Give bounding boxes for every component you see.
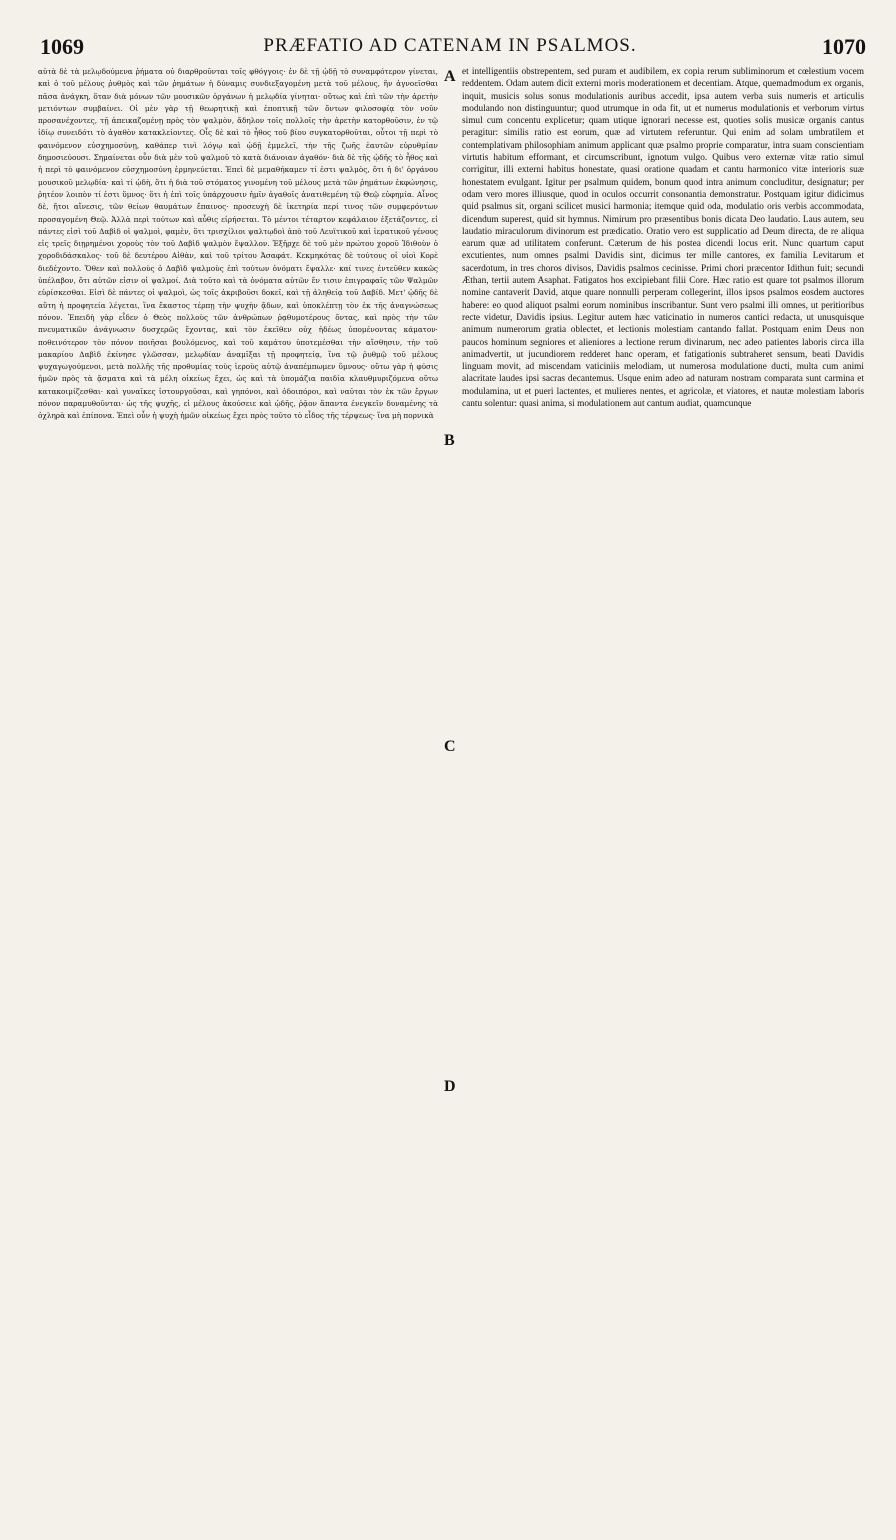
margin-marker-d: D — [444, 1078, 456, 1095]
running-header — [34, 34, 866, 64]
page-number-left: 1069 — [40, 34, 84, 59]
page-number-right: 1070 — [822, 34, 866, 59]
running-title: PRÆFATIO AD CATENAM IN PSALMOS. — [263, 35, 637, 56]
latin-text: et intelligentiis obstrepentem, sed puram et audibilem, ex copia rerum subliminorum et cœlestium vocem reddentem. Odam autem dicit externi moris moderationem et decentiam. Atque, quemadmodum ex organis, inquit, musicis solus sonus modulationis auribus accedit, ipsa autem verba suis numeris et articulis modulando non distinguuntur; quod utrumque in oda fit, ut et numerus modulationis et verborum virtus simul cum concentu explicetur; quam utique ignorari necesse est, quoties solis musicæ organis cantus peragitur: similis ratio est eorum, quæ ad virtutem referuntur. Qui enim ad solam umbratilem et contemplativam philosophiam animum applicant quæ psalmo proprie comparatur, intra suam conscientiam virtutis habitum efformant, et circumscribunt, ignotum vulgo. Quibus vero externæ vitæ ratio simul corrigitur, illi externi habitus honestate, quasi oratione quadam et cantu harmonico vitæ interioris suæ honestatem evulgant. Igitur per psalmum quidem, bonum quod intra animum concluditur, designatur; per odam vero mores illiusque, quod in oculos occurrit consonantia demonstratur. Postquam igitur didicimus quid psalmus sit, organi scilicet musici harmonia; itemque quid oda, modulatio oris verbis accommodata, dicendum superest, quid sit hymnus. Nimirum pro præsentibus bonis dicata Deo laudatio. Laus autem, seu laudatio miraculorum divinorum est prædicatio. Oratio vero est supplicatio ad Deum directa, de re aliqua earum quæ ad utilitatem conferunt. Cæterum de his postea dicendi locus erit. Nunc quartum caput excutientes, num omnes psalmi Davidis sint, dicimus ter mille cantores, ex familia Levitarum et sacerdotum, in tres choros divisos, Davidis psalmos cecinisse. Primi chori præcentor Idithun fuit; secundi Æthan, tertii autem Asaphat. Fatigatos hos excipiebant filii Core. Hæc ratio est quare tot psalmos illorum nomine cantaverit David, atque quare nonnulli perperam collegerint, illos ipsos psalmos eosdem auctores habere: eo quod aliquot psalmi eorum nominibus inscribantur. Sunt vero psalmi illi omnes, ut peritioribus recte videtur, Davidis ipsius. Legitur autem hæc vaticinatio in numeros cantici redacta, ut unusquisque animum numerorum gratia oblectet, et lectionis molestiam cantando fallat. Postquam enim Deus non paucos hominum segniores et alieniores a lectione rerum divinarum, nec adeo patientes laboris circa illa animadvertit, ut jucundiorem redderet hanc operam, et fatigationis subtraheret sensum, beati Davidis linguam movit, ad miscendam vaticiniis melodiam, ut numerosa modulatione ducti, multa cum animi alacritate laudes ipsi sacras decantemus. Usque enim adeo ad naturam nostram comparata sunt carmina et modulamina, ut et pueri lactentes, et mulieres nentes, et agricolæ, et viatores, et nautæ molestiam laboris cantu solentur: quasi anima, si modulationem aut cantum audiat, quamcunque — [462, 67, 864, 410]
margin-marker-a: A — [444, 68, 456, 85]
margin-marker-b: B — [444, 432, 455, 449]
greek-column — [38, 66, 438, 1540]
latin-column — [462, 66, 864, 1540]
greek-text: αὐτὰ δὲ τὰ μελῳδούμενα ῥήματα οὐ διαρθροῦνται τοῖς φθόγγοις· ἐν δὲ τῇ ᾠδῇ τὸ συναμφότερον γίνεται, καὶ ὁ τοῦ μέλους ῥυθμὸς καὶ τῶν ῥημάτων ἡ δύναμις συνδιεξαγομένη μετὰ τοῦ μέλους, ἣν ἀγνοεῖσθαι πᾶσα ἀνάγκη, ὅταν διὰ μόνων τῶν μουσικῶν ὀργάνων ἡ μελῳδία γίνηται· οὕτως καὶ ἐπὶ τῶν τὴν ἀρετὴν μετιόντων συμβαίνει. Οἱ μὲν γὰρ τῇ θεωρητικῇ καὶ ἐποπτικῇ τῶν ὄντων φιλοσοφίᾳ τὸν νοῦν προσανέχοντες, τῇ ἀπεικαζομένῃ πρὸς τὸν ψαλμὸν, ἄδηλον τοῖς πολλοῖς τὴν ἀρετὴν κατορθοῦσιν, ἐν τῷ ἰδίῳ συνειδότι τὸ ἀγαθὸν κατακλείοντες. Οἷς δὲ καὶ τὸ ἦθος τοῦ βίου συγκατορθοῦται, οὗτοι τῇ περὶ τὸ φαινόμενον εὐσχημοσύνῃ, καθάπερ τινὶ λόγῳ καὶ ᾠδῇ ἐμμελεῖ, τὴν τῆς ζωῆς ἑαυτῶν εὐρυθμίαν δημοσιεύουσι. Σημαίνεται οὖν διὰ μὲν τοῦ ψαλμοῦ τὸ κατὰ διάνοιαν ἀγαθόν· διὰ δὲ τῆς ᾠδῆς τὸ ἦθος καὶ ἡ περὶ τὸ φαινόμενον εὐσχημοσύνη ἑρμηνεύεται. Ἐπεὶ δὲ μεμαθήκαμεν τί ἐστι ψαλμὸς, ὅτι ἡ δι' ὀργάνου μουσικοῦ μελῳδία· καὶ τί ᾠδὴ, ὅτι ἡ διὰ τοῦ στόματος γινομένη τοῦ μέλους μετὰ τῶν ῥημάτων ἐκφώνησις, ῥητέον λοιπὸν τί ἐστι ὕμνος· ὅτι ἡ ἐπὶ τοῖς ὑπάρχουσιν ἡμῖν ἀγαθοῖς ἀνατιθεμένη τῷ Θεῷ εὐφημία. Αἶνος δὲ, ἤτοι αἴνεσις, τῶν θείων θαυμάτων ἔπαινος· προσευχὴ δὲ ἱκετηρία περί τινος τῶν συμφερόντων προσαγομένη Θεῷ. Ἀλλὰ περὶ τούτων καὶ αὖθις εἰρήσεται. Τὸ μέντοι τέταρτον κεφάλαιον ἐξετάζοντες, εἰ πάντες εἰσὶ τοῦ Δαβὶδ οἱ ψαλμοὶ, φαμὲν, ὅτι τρισχίλιοι ψαλτῳδοὶ ἀπὸ τοῦ Λευϊτικοῦ καὶ ἱερατικοῦ γένους εἰς τρεῖς διῃρημένοι χοροὺς τὸν τοῦ Δαβὶδ ψαλμὸν ἔψαλλον. Ἐξῆρχε δὲ τοῦ μὲν πρώτου χοροῦ Ἰδιθοὺν ὁ χοροδιδάσκαλος· τοῦ δὲ δευτέρου Αἰθὰν, καὶ τοῦ τρίτου Ἀσαφάτ. Κεκμηκότας δὲ τούτους οἱ υἱοὶ Κορὲ διεδέχοντο. Ὅθεν καὶ πολλοὺς ὁ Δαβὶδ ψαλμοὺς ἐπὶ τούτων ὀνόματι ἔψαλλε· καί τινες ἐντεῦθεν κακῶς ὑπέλαβον, ὅτι αὐτῶν εἰσιν οἱ ψαλμοί. Διὰ τοῦτο καὶ τὰ ὀνόματα αὐτῶν ἔν τισιν ἐπιγραφαῖς τῶν Ψαλμῶν εὑρίσκεσθαι. Εἰσὶ δὲ πάντες οἱ ψαλμοὶ, ὡς τοῖς ἀκριβοῦσι δοκεῖ, καὶ τῇ ἀληθείᾳ τοῦ Δαβίδ. Μετ' ᾠδῆς δὲ αὕτη ἡ προφητεία λέγεται, ἵνα ἕκαστος τέρπῃ τὴν ψυχὴν ᾄδων, καὶ ὑποκλέπτῃ τὸν ἐκ τῆς ἀναγνώσεως πόνον. Ἐπειδὴ γὰρ εἶδεν ὁ Θεὸς πολλοὺς τῶν ἀνθρώπων ῥᾳθυμοτέρους ὄντας, καὶ πρὸς τὴν τῶν πνευματικῶν ἀνάγνωσιν δυσχερῶς ἔχοντας, καὶ τὸν ἐκεῖθεν οὐχ ἡδέως ὑπομένοντας κάματον· ποθεινότερον τὸν πόνον ποιῆσαι βουλόμενος, καὶ τοῦ καμάτου ὑποτεμέσθαι τὴν αἴσθησιν, τὴν τοῦ μακαρίου Δαβὶδ ἐκίνησε γλῶσσαν, μελῳδίαν ἀναμῖξαι τῇ προφητείᾳ, ἵνα τῷ ῥυθμῷ τοῦ μέλους ψυχαγωγούμενοι, μετὰ πολλῆς τῆς προθυμίας τοὺς ἱεροὺς αὐτῷ ἀναπέμπωμεν ὕμνους· οὕτω γὰρ ἡ φύσις ἡμῶν πρὸς τὰ ᾄσματα καὶ τὰ μέλη οἰκείως ἔχει, ὡς καὶ τὰ ὑπομάζια παιδία κλαυθμυριζόμενα οὕτω κατακοιμίζεσθαι· καὶ γυναῖκες ἱστουργοῦσαι, καὶ γηπόνοι, καὶ ὁδοιπόροι, καὶ ναῦται τὸν ἐκ τῶν ἔργων πόνον παραμυθοῦνται· ὡς τῆς ψυχῆς, εἰ μέλους ἀκούσειε καὶ ᾠδῆς, ῥᾷον ἅπαντα ἐνεγκεῖν δυναμένης τὰ ὀχληρὰ καὶ ἐπίπονα. Ἐπεὶ οὖν ἡ ψυχὴ ἡμῶν οἰκείως ἔχει πρὸς τοῦτο τὸ εἶδος τῆς τέρψεως· ἵνα μὴ πορνικὰ — [38, 67, 438, 421]
margin-marker-c: C — [444, 738, 456, 755]
